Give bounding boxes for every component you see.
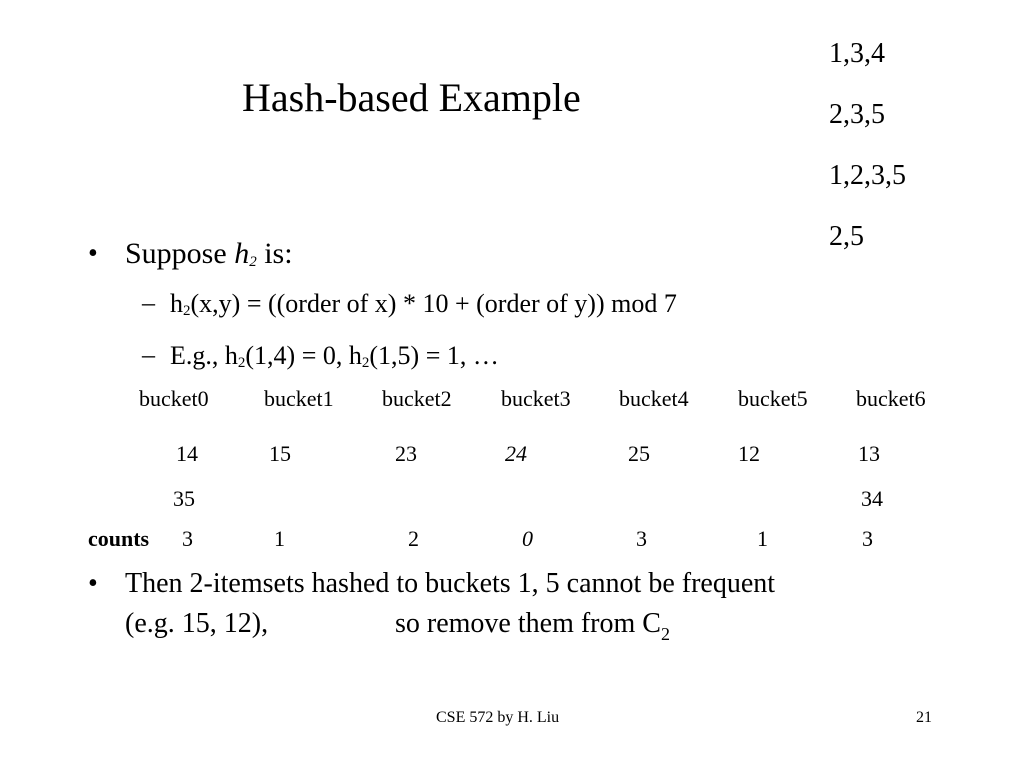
bucket-label-2: bucket2 <box>382 386 452 411</box>
example-prefix: E.g., h <box>170 341 238 370</box>
hash-example <box>170 340 499 376</box>
count-bucket4: 3 <box>636 526 647 551</box>
h-subscript: 2 <box>183 303 191 319</box>
h-letter: h <box>170 289 183 318</box>
bullet-suppose <box>125 236 293 277</box>
count-bucket5: 1 <box>757 526 768 551</box>
bucket0-item-2: 35 <box>173 486 195 511</box>
bucket2-item-1: 23 <box>395 441 417 466</box>
count-bucket1: 1 <box>274 526 285 551</box>
h-subscript: 2 <box>237 355 246 371</box>
transaction-3: 1,2,3,5 <box>829 160 906 191</box>
count-bucket0: 3 <box>182 526 193 551</box>
dash-marker: – <box>142 288 155 317</box>
bullet-marker: • <box>88 238 98 269</box>
transaction-1: 1,3,4 <box>829 38 885 69</box>
bucket-label-5: bucket5 <box>738 386 808 411</box>
conclusion-line-2a: (e.g. 15, 12), <box>125 608 269 639</box>
bucket3-item-1: 24 <box>505 441 527 466</box>
bucket-label-4: bucket4 <box>619 386 689 411</box>
count-bucket3: 0 <box>522 526 533 551</box>
bucket-label-6: bucket6 <box>856 386 926 411</box>
h-subscript: 2 <box>361 355 370 371</box>
bucket6-item-2: 34 <box>861 486 883 511</box>
conclusion-line-2b <box>395 606 670 644</box>
example-middle: (1,4) = 0, h <box>245 341 362 370</box>
bullet-text-suffix: is: <box>256 237 293 270</box>
bucket0-item-1: 14 <box>176 441 198 466</box>
transaction-4: 2,5 <box>829 221 864 252</box>
dash-marker: – <box>142 340 155 369</box>
h-letter: h <box>234 237 250 270</box>
bucket-label-3: bucket3 <box>501 386 571 411</box>
bullet-text: Suppose <box>125 237 235 270</box>
c-subscript: 2 <box>660 624 670 644</box>
footer-course: CSE 572 by H. Liu <box>436 709 560 726</box>
count-bucket2: 2 <box>408 526 419 551</box>
bucket6-item-1: 13 <box>858 441 880 466</box>
count-bucket6: 3 <box>862 526 873 551</box>
bucket4-item-1: 25 <box>628 441 650 466</box>
example-suffix: (1,5) = 1, … <box>369 341 499 370</box>
page-number: 21 <box>916 709 932 726</box>
conclusion-text: so remove them from C <box>395 608 661 639</box>
bullet-marker: • <box>88 568 98 599</box>
slide-title: Hash-based Example <box>242 75 581 120</box>
hash-function-def <box>170 288 677 324</box>
conclusion-line-1: Then 2-itemsets hashed to buckets 1, 5 cannot be frequent <box>125 568 776 599</box>
bucket5-item-1: 12 <box>738 441 760 466</box>
bucket-label-1: bucket1 <box>264 386 334 411</box>
bucket-label-0: bucket0 <box>139 386 209 411</box>
counts-label: counts <box>88 526 150 551</box>
hash-formula: (x,y) = ((order of x) * 10 + (order of y)) mod 7 <box>190 289 677 318</box>
h-subscript: 2 <box>249 254 257 270</box>
bucket1-item-1: 15 <box>269 441 291 466</box>
transaction-2: 2,3,5 <box>829 99 885 130</box>
